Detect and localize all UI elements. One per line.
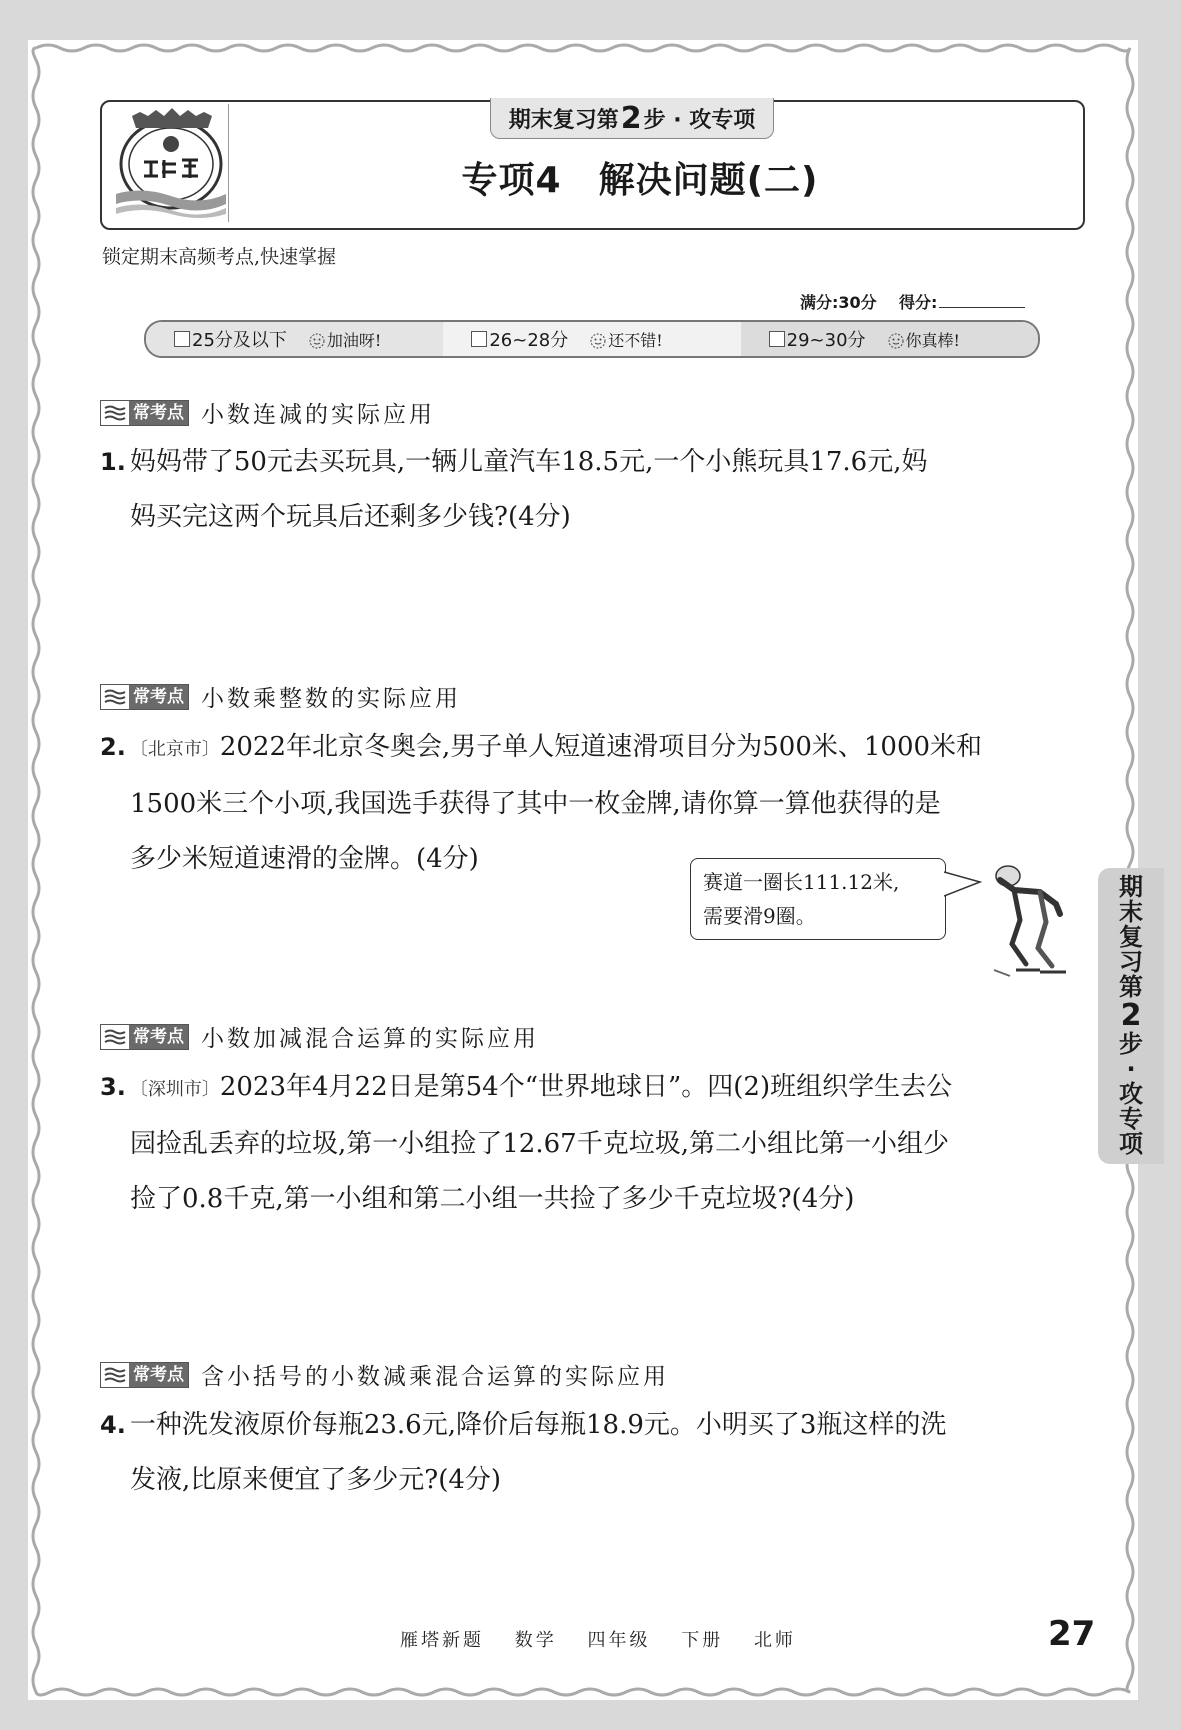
question-4	[100, 1398, 1080, 1508]
section-title: 含小括号的小数减乘混合运算的实际应用	[201, 1364, 669, 1390]
rating-cheer: 你真棒!	[888, 328, 960, 351]
question-line: 妈买完这两个玩具后还剩多少钱?(4分)	[130, 502, 571, 532]
waves-icon	[101, 685, 129, 709]
section-tag	[100, 396, 435, 429]
score-blank[interactable]	[939, 307, 1025, 308]
question-line: 4. 一种洗发液原价每瓶23.6元,降价后每瓶18.9元。小明买了3瓶这样的洗	[100, 1410, 947, 1440]
subtitle: 锁定期末高频考点,快速掌握	[102, 246, 337, 268]
footer	[400, 1626, 818, 1652]
rating-cheer: 加油呀!	[309, 328, 381, 351]
question-number: 4.	[100, 1411, 126, 1439]
footer-item: 下册	[681, 1630, 724, 1651]
tag-label: 常考点	[129, 401, 188, 425]
tag-label: 常考点	[129, 1025, 188, 1049]
question-line: 捡了0.8千克,第一小组和第二小组一共捡了多少千克垃圾?(4分)	[130, 1184, 855, 1214]
waves-icon	[101, 1363, 129, 1387]
bubble-line: 需要滑9圈。	[703, 904, 816, 928]
face-icon	[590, 333, 606, 349]
question-line: 1. 妈妈带了50元去买玩具,一辆儿童汽车18.5元,一个小熊玩具17.6元,妈	[100, 447, 928, 477]
question-number: 2.	[100, 733, 126, 761]
question-line: 园捡乱丢弃的垃圾,第一小组捡了12.67千克垃圾,第二小组比第一小组少	[130, 1129, 949, 1159]
rating-cheer: 还不错!	[590, 328, 662, 351]
question-number: 1.	[100, 448, 126, 476]
page-title: 专项4 解决问题(二)	[461, 160, 819, 201]
tag-box	[100, 1362, 189, 1388]
section-tag	[100, 1020, 539, 1053]
step-tab	[490, 98, 774, 139]
face-icon	[888, 333, 904, 349]
full-score: 满分:30分	[800, 293, 877, 312]
score-line	[800, 290, 1025, 313]
face-icon	[309, 333, 325, 349]
rating-segment	[443, 322, 740, 356]
question-1	[100, 435, 1080, 545]
page-number: 27	[1048, 1614, 1096, 1654]
rating-segment	[741, 322, 1038, 356]
section-title: 小数乘整数的实际应用	[201, 686, 461, 712]
footer-item: 北师	[753, 1630, 796, 1651]
step-suffix: 步 · 攻专项	[643, 107, 756, 133]
side-tab-number: 2	[1120, 998, 1142, 1033]
tag-label: 常考点	[129, 685, 188, 709]
region-label: 〔深圳市〕	[129, 1079, 220, 1100]
region-label: 〔北京市〕	[129, 739, 220, 760]
speech-bubble	[690, 858, 946, 940]
tag-box	[100, 1024, 189, 1050]
question-line: 多少米短道速滑的金牌。(4分)	[130, 844, 479, 874]
tag-label: 常考点	[129, 1363, 188, 1387]
publisher-logo-icon	[112, 108, 230, 220]
rating-bar	[144, 320, 1040, 358]
score-label: 得分:	[898, 293, 938, 312]
rating-option[interactable]: 26~28分	[471, 326, 568, 352]
tag-box	[100, 400, 189, 426]
rating-option[interactable]: 25分及以下	[174, 326, 287, 352]
question-line: 发液,比原来便宜了多少元?(4分)	[130, 1465, 502, 1495]
step-prefix: 期末复习第	[508, 107, 619, 133]
checkbox-icon[interactable]	[471, 331, 487, 347]
waves-icon	[101, 401, 129, 425]
footer-item: 四年级	[587, 1630, 651, 1651]
waves-icon	[101, 1025, 129, 1049]
checkbox-icon[interactable]	[769, 331, 785, 347]
step-number: 2	[620, 100, 642, 136]
question-number: 3.	[100, 1073, 126, 1101]
question-3	[100, 1060, 1080, 1227]
section-title: 小数加减混合运算的实际应用	[201, 1026, 539, 1052]
question-line: 2. 〔北京市〕2022年北京冬奥会,男子单人短道速滑项目分为500米、1000米和	[100, 732, 983, 762]
tag-box	[100, 684, 189, 710]
footer-item: 雁塔新题	[400, 1630, 484, 1651]
header-divider	[228, 104, 229, 222]
bubble-tail	[944, 868, 984, 908]
bubble-line: 赛道一圈长111.12米,	[703, 870, 900, 894]
checkbox-icon[interactable]	[174, 331, 190, 347]
rating-segment	[146, 322, 443, 356]
question-line: 3. 〔深圳市〕2023年4月22日是第54个“世界地球日”。四(2)班组织学生去公	[100, 1072, 953, 1102]
section-title: 小数连减的实际应用	[201, 402, 435, 428]
rating-option[interactable]: 29~30分	[769, 326, 866, 352]
question-line: 1500米三个小项,我国选手获得了其中一枚金牌,请你算一算他获得的是	[130, 789, 941, 819]
section-tag	[100, 1358, 669, 1391]
side-tab: 期 末 复 习 第 2 步 · 攻 专 项	[1098, 868, 1164, 1164]
skater-illustration-icon	[990, 860, 1068, 986]
footer-item: 数学	[514, 1630, 557, 1651]
section-tag	[100, 680, 461, 713]
